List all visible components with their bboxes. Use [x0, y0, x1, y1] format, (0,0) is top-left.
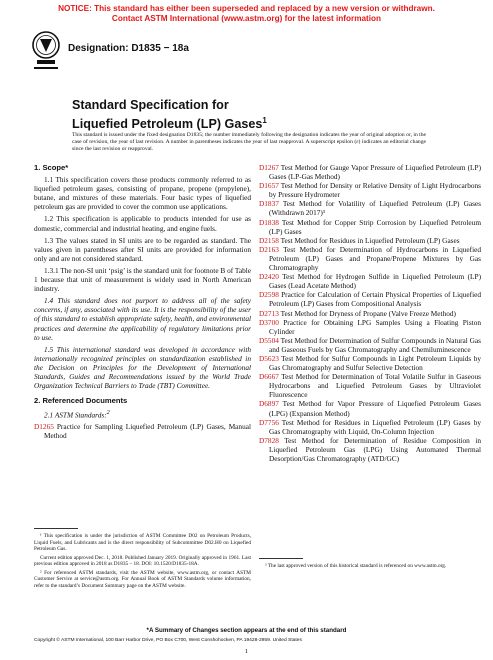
reference-title: Test Method for Vapor Pressure of Liquefied Petroleum Gases (LPG) (Expansion Method)	[269, 399, 481, 418]
reference-code-link[interactable]: D1265	[34, 421, 54, 431]
left-reference-list	[34, 422, 251, 440]
reference-title: Test Method for Determination of Residue Composition in Liquefied Petroleum Gas (LPG) Using Automated Thermal Desorption/Gas Chromatography (ATD/GC)	[269, 435, 481, 463]
reference-item	[259, 372, 481, 399]
right-column	[259, 163, 481, 463]
reference-item	[259, 399, 481, 417]
reference-item	[259, 163, 481, 181]
scope-1-4: 1.4 This standard does not purport to address all of the safety concerns, if any, associated with its use. It is the responsibility of the user of this standard to establish appropriate safety, health, and environmental practices and determine the applicability of regulatory limitations prior to use.	[34, 296, 251, 342]
reference-title: Test Method for Determination of Sulfur Compounds in Natural Gas and Gaseous Fuels by Gas Chromatography and Chemiluminescence	[269, 335, 481, 354]
reference-code-link[interactable]: D1657	[259, 181, 279, 191]
reference-title: Test Method for Dryness of Propane (Valve Freeze Method)	[278, 308, 456, 318]
reference-item	[259, 290, 481, 308]
notice-line-1: NOTICE: This standard has either been superseded and replaced by a new version or withdrawn.	[58, 4, 435, 13]
reference-code-link[interactable]: D1837	[259, 199, 279, 209]
reference-item	[259, 236, 481, 245]
footnote-2: ² For referenced ASTM standards, visit the ASTM website, www.astm.org, or contact ASTM Customer Service at service@astm.org. For Annual Book of ASTM Standards volume information, refer to the standard’s Document Summary page on the ASTM website.	[34, 569, 251, 589]
reference-item	[259, 309, 481, 318]
reference-code-link[interactable]: D5504	[259, 335, 279, 345]
page-number: 1	[244, 648, 249, 655]
summary-of-changes-note: *A Summary of Changes section appears at the end of this standard	[146, 627, 347, 634]
reference-code-link[interactable]: D7756	[259, 417, 279, 427]
reference-code-link[interactable]: D2158	[259, 235, 279, 245]
scope-1-1: 1.1 This specification covers those products commonly referred to as liquefied petroleum gases, consisting of propane, propene (propylene), butane, and mixtures of these materials. Four basic types of liquefied petroleum gas are provided to cover the common use applications.	[34, 175, 251, 212]
reference-item	[259, 272, 481, 290]
reference-item	[259, 418, 481, 436]
title-line-2: Liquefied Petroleum (LP) Gases$^1$	[72, 116, 267, 132]
footnote-1-edition: Current edition approved Dec. 1, 2018. Published January 2019. Originally approved in 1961. Last previous edition approved in 2018 as D1835 – 18. DOI: 10.1520/D1835-18A.	[34, 554, 251, 567]
reference-title: Test Method for Determination of Hydrocarbons in Liquefied Petroleum (LP) Gases and Propane/Propene Mixtures by Gas Chromatography	[269, 244, 481, 273]
reference-code-link[interactable]: D1267	[259, 163, 279, 172]
reference-item	[259, 181, 481, 199]
scope-1-3-1: 1.3.1 The non-SI unit ‘psig’ is the standard unit for footnote B of Table 1 because that unit of measurement is widely used in North American industry.	[34, 265, 251, 294]
reference-item	[259, 318, 481, 336]
scope-heading: 1. Scope*	[34, 163, 69, 172]
reference-item	[259, 436, 481, 463]
reference-title: Test Method for Gauge Vapor Pressure of Liquefied Petroleum (LP) Gases (LP-Gas Method)	[269, 163, 481, 182]
page-title	[72, 98, 267, 132]
footnote-1: ¹ This specification is under the jurisdiction of ASTM Committee D02 on Petroleum Products, Liquid Fuels, and Lubricants and is the direct responsibility of Subcommittee D02.H0 on Liquefied Petroleum Gas.	[34, 533, 251, 552]
reference-code-link[interactable]: D2163	[259, 244, 279, 254]
reference-code-link[interactable]: D3700	[259, 317, 279, 327]
reference-code-link[interactable]: D5623	[259, 353, 279, 363]
reference-item	[259, 218, 481, 236]
reference-item	[34, 422, 251, 440]
scope-1-5: 1.5 This international standard was developed in accordance with internationally recognized principles on standardization established in the Decision on Principles for the Development of International Standards, Guides and Recommendations issued by the World Trade Organization Technical Barriers to Trade (TBT) Committee.	[34, 344, 251, 391]
title-line-1: Standard Specification for	[72, 98, 229, 112]
reference-title: Test Method for Sulfur Compounds in Light Petroleum Liquids by Gas Chromatography and Sulfur Selective Detection	[269, 353, 481, 373]
footnote-3: ³ The last approved version of this historical standard is referenced on www.astm.org.	[265, 563, 447, 569]
reference-title: Test Method for Copper Strip Corrosion by Liquefied Petroleum (LP) Gases	[269, 217, 481, 236]
footnotes	[34, 533, 251, 591]
reference-code-link[interactable]: D2713	[259, 308, 279, 318]
reference-title: Test Method for Density or Relative Density of Light Hydrocarbons by Pressure Hydrometer	[269, 181, 481, 200]
right-reference-list	[259, 163, 481, 463]
notice-line-2: Contact ASTM International (www.astm.org) for the latest information	[111, 14, 382, 23]
reference-title: Practice for Calculation of Certain Physical Properties of Liquefied Petroleum (LP) Gases from Compositional Analysis	[269, 290, 481, 309]
copyright-line: Copyright © ASTM International, 100 Barr Harbor Drive, PO Box C700, West Conshohocken, PA 19428-2959. United States	[34, 638, 302, 643]
references-heading: 2. Referenced Documents	[34, 396, 128, 406]
reference-item	[259, 336, 481, 354]
astm-standards-label: 2.1 ASTM Standards:$^2$	[44, 410, 110, 420]
reference-title: Test Method for Volatility of Liquefied Petroleum (LP) Gases (Withdrawn 2017)³	[269, 199, 481, 218]
reference-title: Test Method for Residues in Liquefied Petroleum (LP) Gases by Gas Chromatography with Liquid, On-Column Injection	[269, 417, 481, 436]
reference-title: Test Method for Hydrogen Sulfide in Liquefied Petroleum (LP) Gases (Lead Acetate Method)	[269, 272, 481, 291]
reference-code-link[interactable]: D2420	[259, 272, 279, 282]
reference-title: Practice for Sampling Liquefied Petroleum (LP) Gases, Manual Method	[44, 421, 251, 440]
astm-logo	[31, 30, 61, 74]
withdrawal-notice	[0, 4, 493, 24]
reference-item	[259, 354, 481, 372]
reference-code-link[interactable]: D6667	[259, 372, 279, 382]
footnote-rule	[34, 528, 78, 529]
footnote-rule-right	[259, 558, 303, 559]
reference-code-link[interactable]: D7828	[259, 435, 279, 445]
left-column	[34, 163, 251, 440]
reference-code-link[interactable]: D1838	[259, 217, 279, 227]
reference-title: Practice for Obtaining LPG Samples Using a Floating Piston Cylinder	[269, 317, 481, 336]
reference-code-link[interactable]: D2598	[259, 290, 279, 300]
reference-item	[259, 199, 481, 217]
designation: Designation: D1835 − 18a	[68, 43, 189, 54]
reference-title: Test Method for Determination of Total Volatile Sulfur in Gaseous Hydrocarbons and Liquefied Petroleum Gases by Ultraviolet Fluorescence	[269, 372, 481, 400]
reference-item	[259, 245, 481, 272]
reference-title: Test Method for Residues in Liquefied Petroleum (LP) Gases	[278, 235, 460, 245]
scope-1-3: 1.3 The values stated in SI units are to be regarded as standard. The values given in parentheses after SI units are provided for information only and are not considered standard.	[34, 235, 251, 263]
scope-1-2: 1.2 This specification is applicable to products intended for use as domestic, commercial and industrial heating, and engine fuels.	[34, 214, 251, 233]
reference-code-link[interactable]: D6897	[259, 399, 279, 409]
issuance-note: This standard is issued under the fixed designation D1835; the number immediately following the designation indicates the year of original adoption or, in the case of revision, the year of last revision. A number in parentheses indicates the year of last reapproval. A superscript epsilon (ε) indicates an editorial change since the last revision or reapproval.	[72, 132, 426, 152]
